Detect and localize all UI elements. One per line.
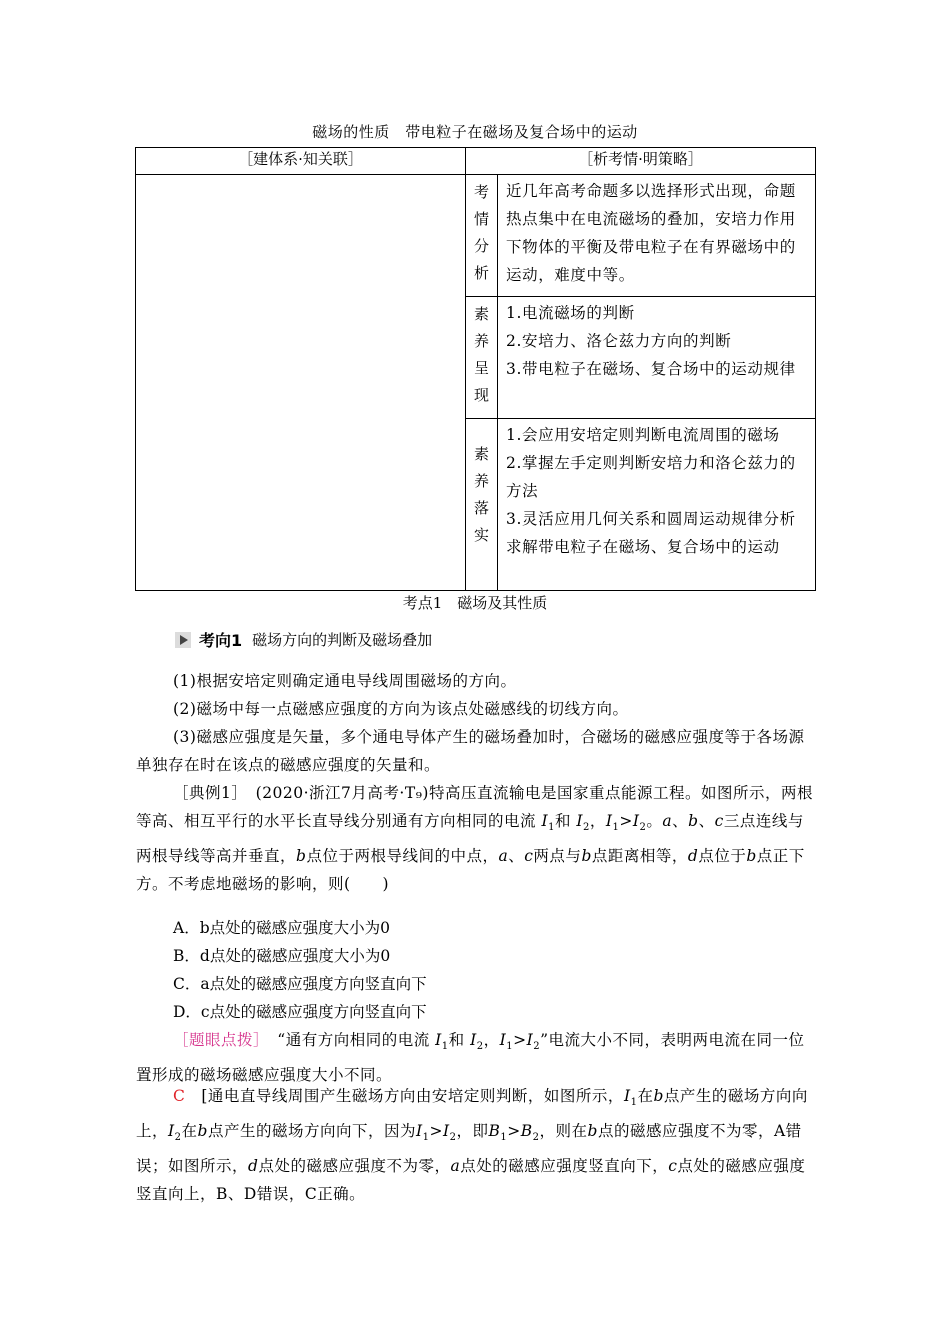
point-1: (1)根据安培定则确定通电导线周围磁场的方向。 xyxy=(173,672,517,690)
row-content-chengxian xyxy=(498,297,816,419)
table-header-right: ［析考情·明策略］ xyxy=(466,148,816,175)
kaodian-heading: 考点1 磁场及其性质 xyxy=(402,594,548,612)
list-item: 3.灵活应用几何关系和圆周运动规律分析求解带电粒子在磁场、复合场中的运动 xyxy=(506,510,796,556)
answer-letter: C xyxy=(173,1087,186,1105)
list-item: 1.会应用安培定则判断电流周围的磁场 xyxy=(506,426,780,444)
overview-table xyxy=(135,147,816,591)
row-content-luoshi xyxy=(498,419,816,591)
option-b: B．d点处的磁感应强度大小为0 xyxy=(173,947,391,965)
list-item: 2.安培力、洛仑兹力方向的判断 xyxy=(506,332,732,350)
answer-paragraph: C [通电直导线周围产生磁场方向由安培定则判断，如图所示，$I_1$在b点产生的磁场方向向上，$I_2$在b点产生的磁场方向向下，因为$I_1>I_2$，即$B_1>B_2$，则在b点的磁感应强度不为零，A错误；如图所示，d点处的磁感应强度不为零，a点处的磁感应强度竖直向下，c点处的磁感应强度竖直向上，B、D错误，C正确。 xyxy=(136,1087,808,1204)
option-d: D．c点处的磁感应强度方向竖直向下 xyxy=(173,1003,427,1021)
row-label-chengxian: 素 养 呈 现 xyxy=(466,297,498,419)
kaoxiang-title: 考向1 xyxy=(199,631,243,650)
knowledge-map-cell xyxy=(136,175,466,591)
table-header-left: ［建体系·知关联］ xyxy=(136,148,466,175)
kaoxiang-heading xyxy=(175,628,432,651)
row-label-luoshi: 素 养 落 实 xyxy=(466,419,498,591)
kaoxiang-subtitle: 磁场方向的判断及磁场叠加 xyxy=(252,631,433,649)
row-label-kaoqing: 考 情 分 析 xyxy=(466,175,498,297)
list-item: 1.电流磁场的判断 xyxy=(506,304,635,322)
example-source: (2020·浙江7月高考·T₉) xyxy=(255,784,429,802)
list-item: 2.掌握左手定则判断安培力和洛仑兹力的方法 xyxy=(506,454,796,500)
option-a: A．b点处的磁感应强度大小为0 xyxy=(173,919,390,937)
play-icon xyxy=(175,632,191,648)
list-item: 3.带电粒子在磁场、复合场中的运动规律 xyxy=(506,360,796,378)
hint-paragraph: ［题眼点拨］ “通有方向相同的电流 $I_1$和 $I_2$，$I_1>I_2$”电流大小不同，表明两电流在同一位置形成的磁场磁感应强度大小不同。 xyxy=(136,1031,805,1085)
point-3: (3)磁感应强度是矢量，多个通电导体产生的磁场叠加时，合磁场的磁感应强度等于各场源单独存在时在该点的磁感应强度的矢量和。 xyxy=(136,728,805,774)
example-question: ［典例1］ (2020·浙江7月高考·T₉)特高压直流输电是国家重点能源工程。如图所示，两根等高、相互平行的水平长直导线分别通有方向相同的电流 $I_1$和 $I_2$，$I_1>I_2$。a、b、c三点连线与两根导线等高并垂直，b点位于两根导线间的中点，a、c两点与b点距离相等，d点位于b点正下方。不考虑地磁场的影响，则( ) xyxy=(136,784,813,894)
option-c: C．a点处的磁感应强度方向竖直向下 xyxy=(173,975,427,993)
example-label: ［典例1］ xyxy=(173,784,240,802)
hint-label: ［题眼点拨］ xyxy=(173,1031,262,1049)
row-content-kaoqing: 近几年高考命题多以选择形式出现，命题热点集中在电流磁场的叠加，安培力作用下物体的平衡及带电粒子在有界磁场中的运动，难度中等。 xyxy=(498,175,816,297)
page-title: 磁场的性质 带电粒子在磁场及复合场中的运动 xyxy=(312,123,638,141)
point-2: (2)磁场中每一点磁感应强度的方向为该点处磁感线的切线方向。 xyxy=(173,700,629,718)
